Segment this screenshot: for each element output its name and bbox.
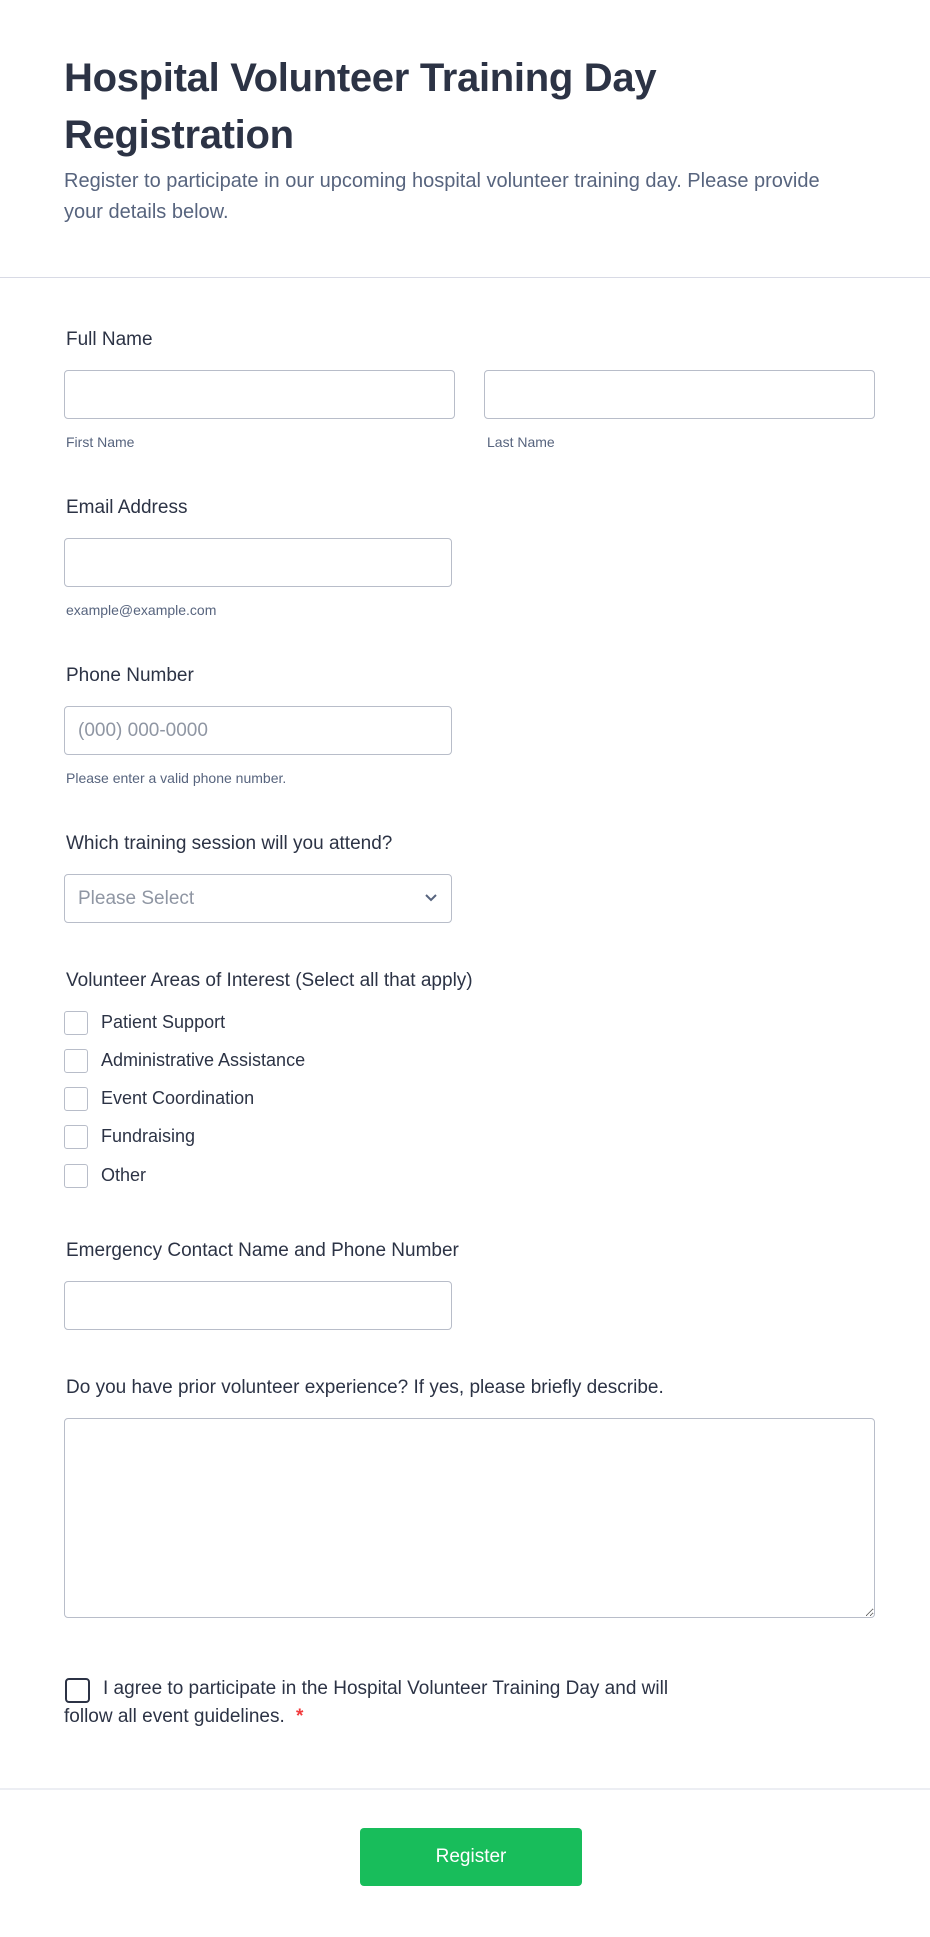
checkbox-administrative-assistance[interactable] bbox=[64, 1049, 88, 1073]
chevron-down-icon bbox=[424, 893, 438, 903]
header-divider bbox=[0, 277, 930, 278]
footer-divider bbox=[0, 1788, 930, 1790]
checkbox-fundraising[interactable] bbox=[64, 1125, 88, 1149]
emergency-contact-input[interactable] bbox=[64, 1281, 452, 1330]
option-label[interactable]: Fundraising bbox=[101, 1126, 196, 1146]
full-name-label: Full Name bbox=[66, 329, 153, 350]
register-button[interactable]: Register bbox=[360, 1828, 582, 1886]
option-label[interactable]: Patient Support bbox=[101, 1012, 226, 1032]
emergency-label: Emergency Contact Name and Phone Number bbox=[66, 1240, 459, 1261]
phone-sublabel: Please enter a valid phone number. bbox=[66, 770, 287, 786]
email-sublabel: example@example.com bbox=[66, 602, 217, 618]
option-label[interactable]: Administrative Assistance bbox=[101, 1050, 306, 1070]
page-title: Hospital Volunteer Training Day Registration bbox=[64, 56, 657, 157]
agree-text-line2[interactable]: follow all event guidelines. bbox=[64, 1706, 285, 1727]
phone-label: Phone Number bbox=[66, 665, 194, 686]
phone-input[interactable] bbox=[64, 706, 452, 755]
phone-placeholder: (000) 000-0000 bbox=[78, 720, 208, 741]
checkbox-other[interactable] bbox=[64, 1164, 88, 1188]
last-name-sublabel: Last Name bbox=[487, 434, 555, 450]
required-mark: * bbox=[296, 1706, 304, 1727]
option-label[interactable]: Event Coordination bbox=[101, 1088, 255, 1108]
email-label: Email Address bbox=[66, 497, 188, 518]
session-placeholder: Please Select bbox=[78, 888, 195, 909]
first-name-sublabel: First Name bbox=[66, 434, 135, 450]
session-select[interactable] bbox=[64, 874, 452, 923]
last-name-input[interactable] bbox=[484, 370, 875, 419]
interests-label: Volunteer Areas of Interest (Select all that apply) bbox=[66, 970, 473, 991]
option-label[interactable]: Other bbox=[101, 1165, 147, 1185]
experience-label: Do you have prior volunteer experience? If yes, please briefly describe. bbox=[66, 1377, 664, 1398]
experience-textarea[interactable] bbox=[64, 1418, 875, 1618]
first-name-input[interactable] bbox=[64, 370, 455, 419]
checkbox-event-coordination[interactable] bbox=[64, 1087, 88, 1111]
email-input[interactable] bbox=[64, 538, 452, 587]
agree-checkbox[interactable] bbox=[65, 1678, 90, 1703]
agree-text-line1[interactable]: I agree to participate in the Hospital Volunteer Training Day and will bbox=[103, 1678, 669, 1699]
checkbox-patient-support[interactable] bbox=[64, 1011, 88, 1035]
session-label: Which training session will you attend? bbox=[66, 833, 393, 854]
page-subtitle: Register to participate in our upcoming hospital volunteer training day. Please provide your details below. bbox=[64, 170, 820, 223]
